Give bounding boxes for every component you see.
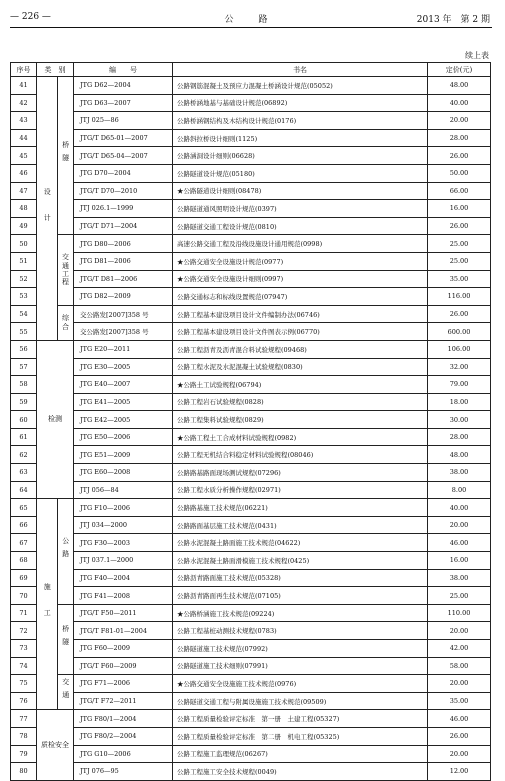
standard-code: JTG E42—2005 [74,411,173,429]
row-number: 54 [11,305,37,323]
row-number: 46 [11,164,37,182]
table-row [11,393,491,411]
price: 66.00 [428,182,491,200]
table-row [11,428,491,446]
table-row [11,727,491,745]
standard-code: JTG F30—2003 [74,534,173,552]
price: 46.00 [428,710,491,728]
row-number: 72 [11,622,37,640]
table-row [11,217,491,235]
column-header-price: 定价(元) [428,63,491,77]
row-number: 53 [11,288,37,306]
price: 600.00 [428,323,491,341]
table-row [11,640,491,658]
table-row [11,516,491,534]
row-number: 64 [11,481,37,499]
standard-code: JTJ 037.1—2000 [74,552,173,570]
subcategory-label: 综合 [62,314,69,331]
book-title: 公路沥青路面再生技术规范(07105) [173,587,428,605]
price: 79.00 [428,376,491,394]
row-number: 79 [11,745,37,763]
book-title: 公路工程水质分析操作规程(02971) [173,481,428,499]
book-title: 公路隧道施工技术规范(07992) [173,640,428,658]
table-row [11,411,491,429]
book-title: 公路工程质量检验评定标准 第二册 机电工程(05325) [173,727,428,745]
book-title: 公路工程水泥及水泥混凝土试验规程(0830) [173,358,428,376]
row-number: 52 [11,270,37,288]
subcategory-label: 桥隧 [61,625,70,652]
price: 18.00 [428,393,491,411]
row-number: 68 [11,552,37,570]
book-title: 高速公路交通工程及沿线设施设计通用规范(0998) [173,235,428,253]
row-number: 50 [11,235,37,253]
standard-code: JTG G10—2006 [74,745,173,763]
price: 38.00 [428,464,491,482]
book-title: 公路工程基本建设项目设计文件图表示例(06770) [173,323,428,341]
book-title: 公路隧道交通工程与附属设施施工技术规范(09509) [173,692,428,710]
price: 35.00 [428,270,491,288]
row-number: 71 [11,604,37,622]
price: 40.00 [428,94,491,112]
table-row [11,147,491,165]
table-header-row [11,63,491,77]
standard-code: JTG D70—2004 [74,164,173,182]
column-header-title: 书名 [173,63,428,77]
book-title: ★公路交通安全设施设计规范(0977) [173,252,428,270]
standard-code: JTJ 034—2000 [74,516,173,534]
book-title: 公路路面基层施工技术规范(0431) [173,516,428,534]
category-label: 质检安全 [41,740,69,749]
table-row [11,112,491,130]
standard-code: JTG F80/1—2004 [74,710,173,728]
book-title: 公路钢筋混凝土及预应力混凝土桥涵设计规范(05052) [173,77,428,95]
table-row [11,604,491,622]
row-number: 43 [11,112,37,130]
standard-code: JTG F10—2006 [74,499,173,517]
row-number: 74 [11,657,37,675]
row-number: 55 [11,323,37,341]
book-title: 公路工程沥青及沥青混合料试验规程(09468) [173,340,428,358]
table-row [11,340,491,358]
standard-code: JTG E50—2006 [74,428,173,446]
table-row [11,270,491,288]
row-number: 70 [11,587,37,605]
book-title: ★公路桥涵施工技术规范(09224) [173,604,428,622]
subcategory-label: 桥隧 [61,141,70,168]
standard-code: JTG E30—2005 [74,358,173,376]
standard-code: JTG/T D70—2010 [74,182,173,200]
standard-code: JTG D80—2006 [74,235,173,253]
standard-code: JTG F80/2—2004 [74,727,173,745]
column-header-category: 类 别 [37,63,74,77]
table-row [11,657,491,675]
standard-code: JTG F71—2006 [74,675,173,693]
category-label: 检测 [48,415,62,424]
book-title: 公路路基施工技术规范(06221) [173,499,428,517]
standard-code: 交公路发[2007]358 号 [74,305,173,323]
price: 58.00 [428,657,491,675]
book-title: 公路水泥混凝土路面滑模施工技术规程(0425) [173,552,428,570]
column-header-code: 编 号 [74,63,173,77]
row-number: 75 [11,675,37,693]
book-title: 公路涵洞设计细则(06628) [173,147,428,165]
standard-code: JTG E51—2009 [74,446,173,464]
page-header [10,12,490,28]
row-number: 51 [11,252,37,270]
subcategory-cell [58,77,74,235]
book-title: 公路工程岩石试验规程(0828) [173,393,428,411]
subcategory-cell [58,305,74,340]
row-number: 65 [11,499,37,517]
price: 20.00 [428,745,491,763]
row-number: 76 [11,692,37,710]
book-title: ★公路交通安全设施设计细则(0997) [173,270,428,288]
subcategory-cell [58,499,74,605]
table-row [11,692,491,710]
row-number: 41 [11,77,37,95]
standard-code: JTG E60—2008 [74,464,173,482]
price: 16.00 [428,200,491,218]
table-row [11,622,491,640]
book-title: ★公路工程土工合成材料试验规程(0982) [173,428,428,446]
table-row [11,745,491,763]
standard-code: JTG D82—2009 [74,288,173,306]
price: 20.00 [428,622,491,640]
price: 8.00 [428,481,491,499]
standard-code: JTG/T D71—2004 [74,217,173,235]
book-title: ★公路土工试验规程(06794) [173,376,428,394]
standard-code: JTG D81—2006 [74,252,173,270]
category-label: 施 工 [43,583,52,623]
table-row [11,252,491,270]
table-row [11,552,491,570]
price: 30.00 [428,411,491,429]
standard-code: JTG/T D65-04—2007 [74,147,173,165]
book-title: 公路隧道设计规范(05180) [173,164,428,182]
price: 50.00 [428,164,491,182]
book-title: 公路工程基本建设项目设计文件编制办法(06746) [173,305,428,323]
row-number: 62 [11,446,37,464]
table-row [11,200,491,218]
table-row [11,288,491,306]
price: 26.00 [428,305,491,323]
book-title: 公路桥涵钢结构及木结构设计规范(0176) [173,112,428,130]
price: 12.00 [428,763,491,781]
book-title: 公路桥涵地基与基础设计规范(06892) [173,94,428,112]
book-title: ★公路隧道设计细则(08478) [173,182,428,200]
price: 35.00 [428,692,491,710]
row-number: 45 [11,147,37,165]
book-title: 公路隧道通风照明设计规范(0397) [173,200,428,218]
row-number: 44 [11,129,37,147]
price: 48.00 [428,446,491,464]
price: 26.00 [428,727,491,745]
book-title: 公路隧道施工技术细则(07991) [173,657,428,675]
table-row [11,323,491,341]
standard-code: JTG/T D81—2006 [74,270,173,288]
subcategory-label: 交通 [61,677,70,704]
standard-code: JTJ 026.1—1999 [74,200,173,218]
standard-code: JTJ 076—95 [74,763,173,781]
subcategory-cell [58,675,74,710]
price: 48.00 [428,77,491,95]
row-number: 47 [11,182,37,200]
subcategory-label: 公路 [61,537,70,564]
category-cell [37,340,74,498]
row-number: 59 [11,393,37,411]
price: 20.00 [428,112,491,130]
price: 46.00 [428,534,491,552]
row-number: 73 [11,640,37,658]
table-row [11,675,491,693]
standard-code: JTG D62—2004 [74,77,173,95]
standard-code: JTG/T F72—2011 [74,692,173,710]
price: 116.00 [428,288,491,306]
price: 28.00 [428,129,491,147]
table-row [11,129,491,147]
table-row [11,534,491,552]
price: 106.00 [428,340,491,358]
category-cell [37,710,74,780]
price: 16.00 [428,552,491,570]
table-row [11,499,491,517]
continued-label: 续上表 [465,51,489,60]
column-header-no: 序号 [11,63,37,77]
row-number: 80 [11,763,37,781]
standard-code: JTJ 056—84 [74,481,173,499]
book-title: 公路工程施工监理规范(06267) [173,745,428,763]
price: 20.00 [428,675,491,693]
row-number: 77 [11,710,37,728]
header-rule [10,27,492,28]
table-row [11,182,491,200]
price: 32.00 [428,358,491,376]
price: 26.00 [428,217,491,235]
category-cell [37,499,58,710]
standard-code: JTG/T D65-01—2007 [74,129,173,147]
standard-code: JTG E20—2011 [74,340,173,358]
table-row [11,94,491,112]
standard-code: JTG F60—2009 [74,640,173,658]
price: 40.00 [428,499,491,517]
standard-code: 交公路发[2007]358 号 [74,323,173,341]
price: 25.00 [428,587,491,605]
book-title: 公路水泥混凝土路面施工技术规范(04622) [173,534,428,552]
subcategory-cell [58,235,74,305]
table-row [11,164,491,182]
table-row [11,710,491,728]
row-number: 63 [11,464,37,482]
book-title: 公路交通标志和标线设置规范(07947) [173,288,428,306]
price: 28.00 [428,428,491,446]
table-row [11,481,491,499]
price: 20.00 [428,516,491,534]
standard-code: JTJ 025—86 [74,112,173,130]
category-label: 设 计 [43,187,52,227]
table-row [11,569,491,587]
standard-code: JTG D63—2007 [74,94,173,112]
book-title: 公路沥青路面施工技术规范(05328) [173,569,428,587]
standard-code: JTG F41—2008 [74,587,173,605]
table-row [11,464,491,482]
table-row [11,763,491,781]
standards-table [10,62,491,781]
table-row [11,358,491,376]
standard-code: JTG E41—2005 [74,393,173,411]
table-row [11,305,491,323]
row-number: 49 [11,217,37,235]
row-number: 58 [11,376,37,394]
page-number: — 226 — [10,12,51,22]
book-title: 公路工程施工安全技术规程(0049) [173,763,428,781]
book-title: 公路斜拉桥设计细则(1125) [173,129,428,147]
row-number: 69 [11,569,37,587]
table-row [11,376,491,394]
standard-code: JTG E40—2007 [74,376,173,394]
row-number: 60 [11,411,37,429]
row-number: 61 [11,428,37,446]
row-number: 42 [11,94,37,112]
table-row [11,77,491,95]
price: 42.00 [428,640,491,658]
price: 26.00 [428,147,491,165]
subcategory-cell [58,604,74,674]
book-title: 公路工程集料试验规程(0829) [173,411,428,429]
journal-name: 公 路 [224,15,276,25]
row-number: 66 [11,516,37,534]
row-number: 56 [11,340,37,358]
table-row [11,446,491,464]
price: 38.00 [428,569,491,587]
standard-code: JTG/T F60—2009 [74,657,173,675]
subcategory-label: 交通工程 [62,253,69,287]
issue-label: 2013 年 第 2 期 [416,15,490,25]
table-row [11,587,491,605]
book-title: 公路工程质量检验评定标准 第一册 土建工程(05327) [173,710,428,728]
table-row [11,235,491,253]
book-title: 公路路基路面现场测试规程(07296) [173,464,428,482]
book-title: 公路隧道交通工程设计规范(0810) [173,217,428,235]
category-cell [37,77,58,341]
price: 25.00 [428,235,491,253]
price: 110.00 [428,604,491,622]
book-title: 公路工程基桩动测技术规程(0783) [173,622,428,640]
book-title: 公路工程无机结合料稳定材料试验规程(08046) [173,446,428,464]
standard-code: JTG/T F81-01—2004 [74,622,173,640]
row-number: 48 [11,200,37,218]
standard-code: JTG/T F50—2011 [74,604,173,622]
row-number: 78 [11,727,37,745]
row-number: 57 [11,358,37,376]
standard-code: JTG F40—2004 [74,569,173,587]
book-title: ★公路交通安全设施施工技术规范(0976) [173,675,428,693]
price: 25.00 [428,252,491,270]
row-number: 67 [11,534,37,552]
